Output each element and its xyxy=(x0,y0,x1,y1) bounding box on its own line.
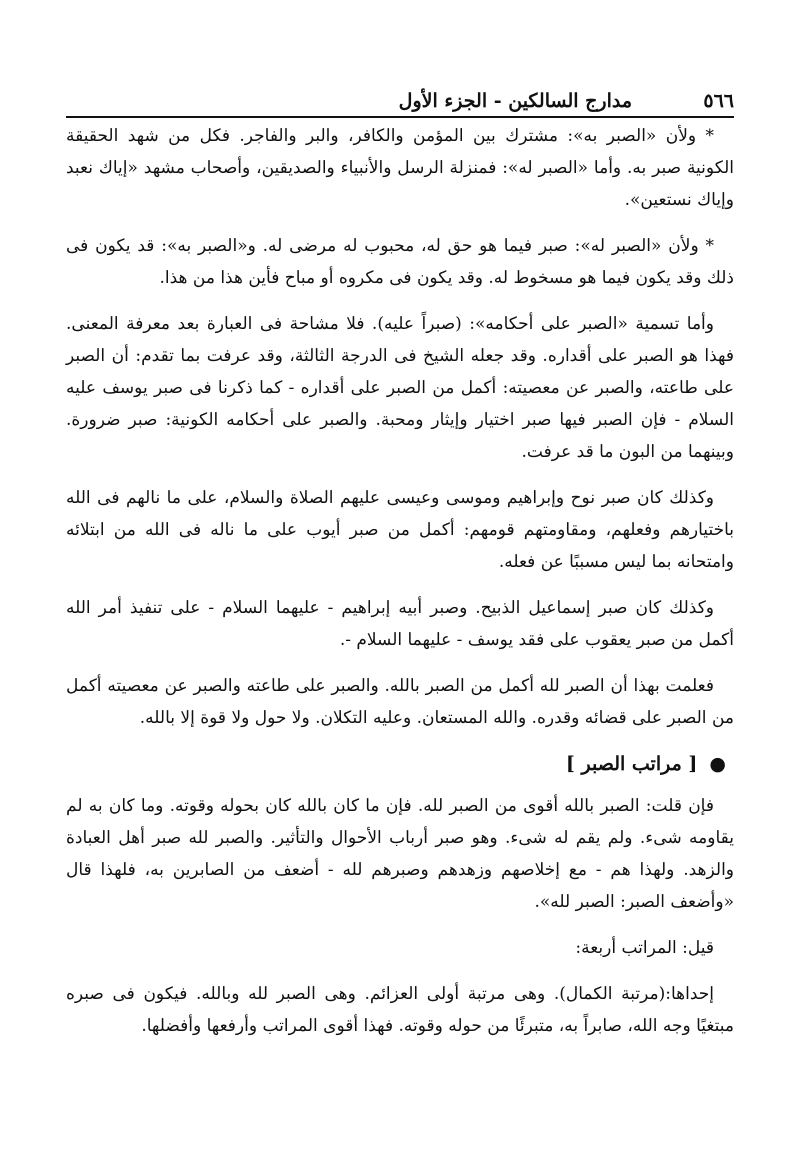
book-title: مدارج السالكين - الجزء الأول xyxy=(398,90,632,112)
paragraph: وكذلك كان صبر إسماعيل الذبيح. وصبر أبيه إبراهيم - عليهما السلام - على تنفيذ أمر الله أكمل من صبر يعقوب على فقد يوسف - عليهما السلام -. xyxy=(66,598,734,650)
paragraph: وأما تسمية «الصبر على أحكامه»: (صبراً عليه). فلا مشاحة فى العبارة بعد معرفة المعنى. فهذا هو الصبر على أقداره. وقد جعله الشيخ فى الدرجة الثالثة، وقد عرفت بما تقدم: أن الصبر على طاعته، والصبر عن معصيته: أكمل من الصبر على أقداره - كما ذكرنا فى صبر يوسف عليه السلام - فإن الصبر فيها صبر اختيار وإيثار ومحبة. والصبر على أحكامه الكونية: صبر ضرورة. وبينهما من البون ما قد عرفت. xyxy=(66,314,734,462)
section-heading xyxy=(66,748,734,780)
page-body xyxy=(66,120,734,1056)
paragraph: إحداها:(مرتبة الكمال). وهى مرتبة أولى العزائم. وهى الصبر لله وبالله. فيكون فى صبره مبتغيًا وجه الله، صابراً به، متبرئًا من حوله وقوته. فهذا أقوى المراتب وأرفعها وأفضلها. xyxy=(66,984,734,1036)
section-heading-text: [ مراتب الصبر ] xyxy=(565,753,698,775)
paragraph: فإن قلت: الصبر بالله أقوى من الصبر لله. فإن ما كان بالله كان بحوله وقوته. وما كان به لم يقاومه شىء. ولم يقم له شىء. وهو صبر أرباب الأحوال والتأثير. والصبر لله صبر أهل العبادة والزهد. ولهذا هم - مع إخلاصهم وزهدهم وصبرهم لله - أضعف من الصابرين به، فلهذا قال «وأضعف الصبر: الصبر لله». xyxy=(66,796,734,912)
running-header xyxy=(66,86,734,118)
paragraph: فعلمت بهذا أن الصبر لله أكمل من الصبر بالله. والصبر على طاعته والصبر عن معصيته أكمل من الصبر على قضائه وقدره. والله المستعان. وعليه التكلان. ولا حول ولا قوة إلا بالله. xyxy=(66,676,734,728)
paragraph: قيل: المراتب أربعة: xyxy=(575,938,714,958)
paragraph: * ولأن «الصبر له»: صبر فيما هو حق له، محبوب له مرضى له. و«الصبر به»: قد يكون فى ذلك وقد يكون فيما هو مسخوط له. وقد يكون فى مكروه أو مباح فأين هذا من هذا. xyxy=(66,236,734,288)
bullet-icon: ● xyxy=(709,753,726,775)
paragraph: وكذلك كان صبر نوح وإبراهيم وموسى وعيسى عليهم الصلاة والسلام، على ما نالهم فى الله باختيارهم وفعلهم، ومقاومتهم قومهم: أكمل من صبر أيوب على ما ناله فى الله من ابتلائه وامتحانه بما ليس مسببًا عن فعله. xyxy=(66,488,734,572)
page-number: ٥٦٦ xyxy=(703,90,734,112)
paragraph: * ولأن «الصبر به»: مشترك بين المؤمن والكافر، والبر والفاجر. فكل من شهد الحقيقة الكونية صبر به. وأما «الصبر له»: فمنزلة الرسل والأنبياء والصديقين، وأصحاب مشهد «إياك نعبد وإياك نستعين». xyxy=(66,126,734,210)
